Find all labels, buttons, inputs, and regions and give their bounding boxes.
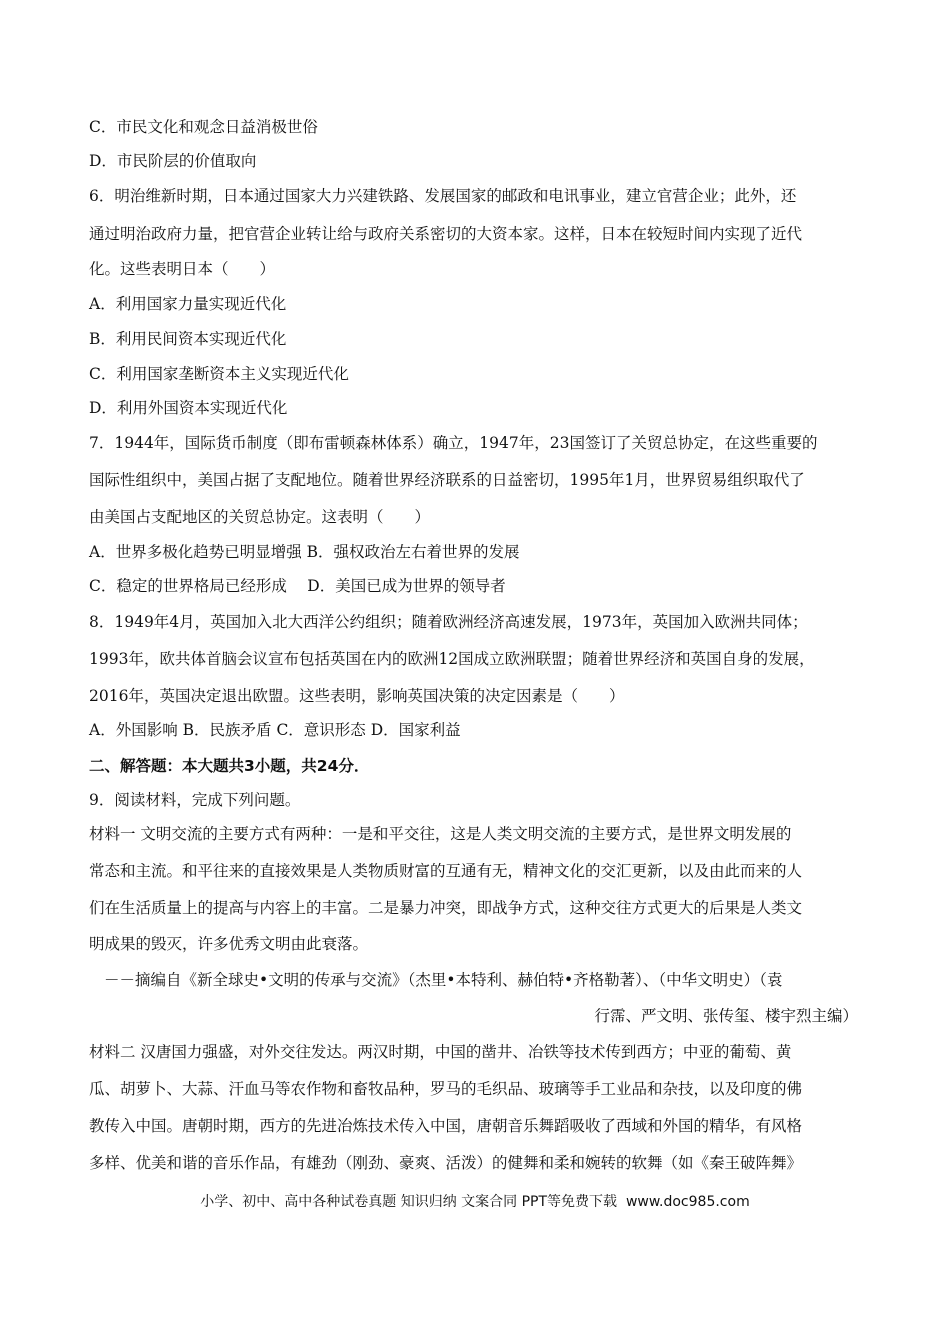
option-6a: A．利用国家力量实现近代化 (89, 295, 287, 313)
material-2-line-3: 教传入中国。唐朝时期，西方的先进冶炼技术传入中国，唐朝音乐舞蹈吸收了西域和外国的精华，有风格 (89, 1117, 803, 1135)
page-footer (0, 1193, 950, 1211)
section-heading: 二、解答题：本大题共3小题，共24分． (89, 757, 370, 775)
question-7-line-2: 国际性组织中，美国占据了支配地位。随着世界经济联系的日益密切，1995年1月，世界贸易组织取代了 (89, 471, 805, 489)
material-2-line-2: 瓜、胡萝卜、大蒜、汗血马等农作物和畜牧品种，罗马的毛织品、玻璃等手工业品和杂技，以及印度的佛 (89, 1080, 803, 1098)
question-8-line-3: 2016年，英国决定退出欧盟。这些表明，影响英国决策的决定因素是（ ） (89, 687, 625, 705)
question-8-line-2: 1993年，欧共体首脑会议宣布包括英国在内的欧洲12国成立欧洲联盟；随着世界经济和英国自身的发展， (89, 650, 815, 668)
question-9-stem: 9．阅读材料，完成下列问题。 (89, 791, 301, 809)
question-6-line-1: 6．明治维新时期，日本通过国家大力兴建铁路、发展国家的邮政和电讯事业，建立官营企业；此外，还 (89, 187, 797, 205)
source-citation-line-1: －－摘编自《新全球史•文明的传承与交流》（杰里•本特利、赫伯特•齐格勒著）、（中华文明史）（袁 (104, 971, 783, 989)
question-7-line-3: 由美国占支配地区的关贸总协定。这表明（ ） (89, 508, 431, 526)
source-citation-line-2: 行霈、严文明、张传玺、楼宇烈主编） (594, 1007, 858, 1025)
material-1-line-4: 明成果的毁灭，许多优秀文明由此衰落。 (89, 935, 369, 953)
question-6-line-2: 通过明治政府力量，把官营企业转让给与政府关系密切的大资本家。这样，日本在较短时间内实现了近代 (89, 225, 803, 243)
question-6-line-3: 化。这些表明日本（ ） (89, 260, 276, 278)
question-8-line-1: 8．1949年4月，英国加入北大西洋公约组织；随着欧洲经济高速发展，1973年，英国加入欧洲共同体； (89, 613, 808, 631)
options-7cd: C．稳定的世界格局已经形成 D．美国已成为世界的领导者 (89, 577, 506, 595)
footer-website: www.doc985.com (625, 1194, 750, 1210)
question-7-line-1: 7．1944年，国际货币制度（即布雷顿森林体系）确立，1947年，23国签订了关贸总协定，在这些重要的 (89, 434, 818, 452)
option-5c: C．市民文化和观念日益消极世俗 (89, 118, 318, 136)
option-6c: C．利用国家垄断资本主义实现近代化 (89, 365, 349, 383)
options-8: A．外国影响 B．民族矛盾 C．意识形态 D．国家利益 (89, 721, 461, 739)
material-2-line-4: 多样、优美和谐的音乐作品，有雄劲（刚劲、豪爽、活泼）的健舞和柔和婉转的软舞（如《秦王破阵舞》 (89, 1154, 803, 1172)
material-1-line-1: 材料一 文明交流的主要方式有两种：一是和平交往，这是人类文明交流的主要方式，是世界文明发展的 (89, 825, 792, 843)
option-6d: D．利用外国资本实现近代化 (89, 399, 288, 417)
footer-text: 小学、初中、高中各种试卷真题 知识归纳 文案合同 PPT等免费下载 (200, 1194, 618, 1210)
option-5d: D．市民阶层的价值取向 (89, 152, 257, 170)
options-7ab: A．世界多极化趋势已明显增强 B．强权政治左右着世界的发展 (89, 543, 520, 561)
material-1-line-2: 常态和主流。和平往来的直接效果是人类物质财富的互通有无，精神文化的交汇更新，以及由此而来的人 (89, 862, 803, 880)
material-2-line-1: 材料二 汉唐国力强盛，对外交往发达。两汉时期，中国的凿井、冶铁等技术传到西方；中亚的葡萄、黄 (89, 1043, 792, 1061)
option-6b: B．利用民间资本实现近代化 (89, 330, 287, 348)
material-1-line-3: 们在生活质量上的提高与内容上的丰富。二是暴力冲突，即战争方式，这种交往方式更大的后果是人类文 (89, 899, 803, 917)
